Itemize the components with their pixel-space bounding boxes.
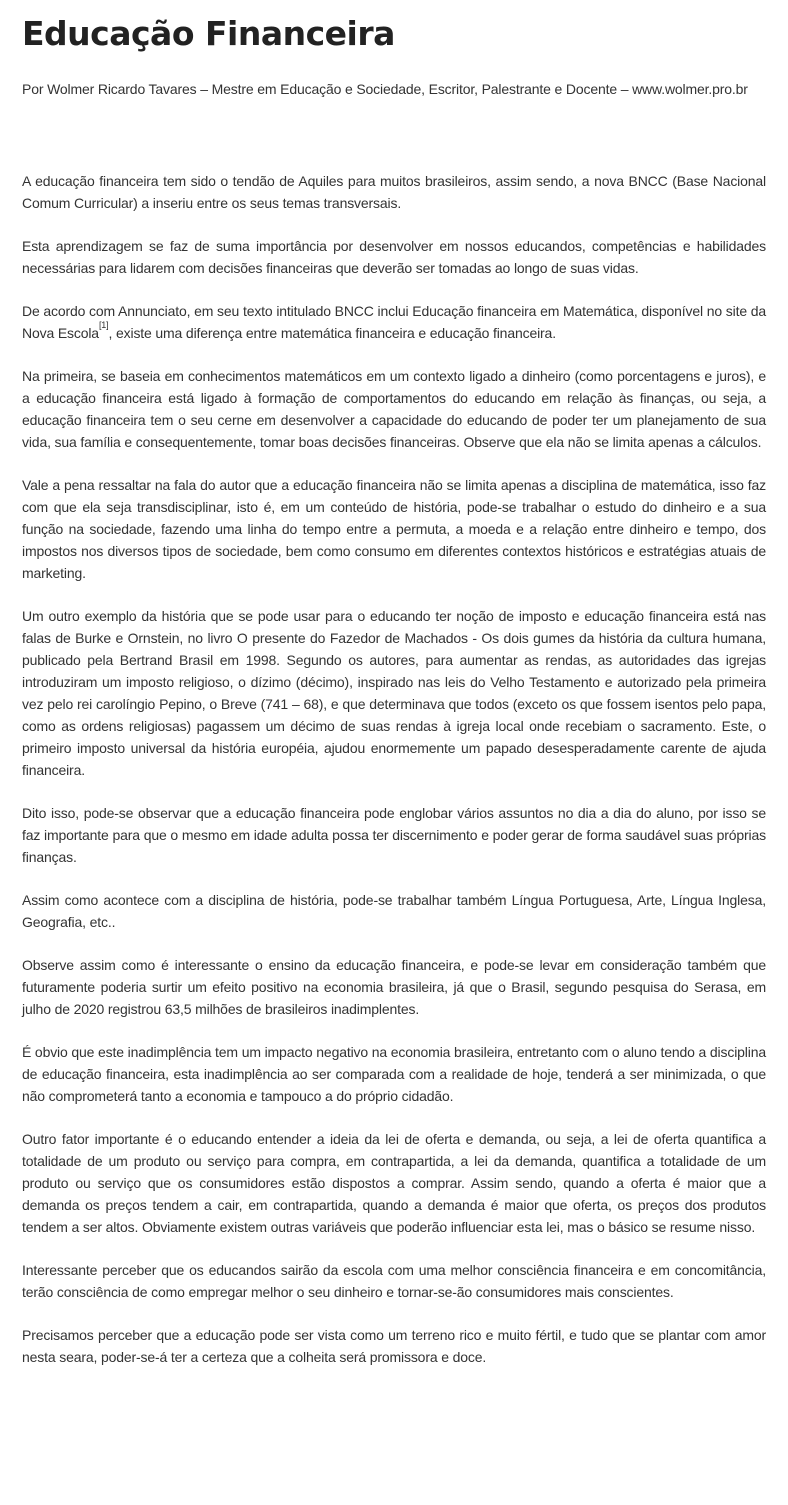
- paragraph: Esta aprendizagem se faz de suma importância por desenvolver em nossos educandos, competências e habilidades necessárias para lidarem com decisões financeiras que deverão ser tomadas ao longo de suas vidas.: [22, 238, 766, 276]
- paragraph-text: De acordo com Annunciato, em seu texto intitulado BNCC inclui Educação financeira em Matemática, disponível no site da Nova Escola: [22, 303, 766, 341]
- paragraph: Na primeira, se baseia em conhecimentos matemáticos em um contexto ligado a dinheiro (como porcentagens e juros), e a educação financeira está ligado à formação de comportamentos do educando em relação às finanças, ou seja, a educação financeira tem o seu cerne em desenvolver a capacidade do educando de poder ter um planejamento de sua vida, sua família e consequentemente, tomar boas decisões financeiras. Observe que ela não se limita apenas a cálculos.: [22, 368, 766, 450]
- paragraph: [22, 300, 766, 344]
- paragraph: Dito isso, pode-se observar que a educação financeira pode englobar vários assuntos no dia a dia do aluno, por isso se faz importante para que o mesmo em idade adulta possa ter discernimento e poder gerar de forma saudável suas próprias finanças.: [22, 805, 766, 865]
- paragraph: A educação financeira tem sido o tendão de Aquiles para muitos brasileiros, assim sendo, a nova BNCC (Base Nacional Comum Curricular) a inseriu entre os seus temas transversais.: [22, 173, 766, 211]
- paragraph: Precisamos perceber que a educação pode ser vista como um terreno rico e muito fértil, e tudo que se plantar com amor nesta seara, poder-se-á ter a certeza que a colheita será promissora e doce.: [22, 1327, 766, 1365]
- paragraph: Um outro exemplo da história que se pode usar para o educando ter noção de imposto e educação financeira está nas falas de Burke e Ornstein, no livro O presente do Fazedor de Machados - Os dois gumes da história da cultura humana, publicado pela Bertrand Brasil em 1998. Segundo os autores, para aumentar as rendas, as autoridades das igrejas introduziram um imposto religioso, o dízimo (décimo), inspirado nas leis do Velho Testamento e autorizado pela primeira vez pelo rei carolíngio Pepino, o Breve (741 – 68), e que determinava que todos (exceto os que fossem isentos pelo papa, como as ordens religiosas) pagassem um décimo de suas rendas à igreja local onde recebiam o sacramento. Este, o primeiro imposto universal da história européia, ajudou enormemente um papado desesperadamente carente de ajuda financeira.: [22, 608, 766, 778]
- paragraph: Vale a pena ressaltar na fala do autor que a educação financeira não se limita apenas a disciplina de matemática, isso faz com que ela seja transdisciplinar, isto é, em um conteúdo de história, pode-se trabalhar o estudo do dinheiro e a sua função na sociedade, fazendo uma linha do tempo entre a permuta, a moeda e a relação entre dinheiro e tempo, dos impostos nos diversos tipos de sociedade, bem como consumo em diferentes contextos históricos e estratégias atuais de marketing.: [22, 477, 766, 581]
- page-title: Educação Financeira: [22, 14, 395, 53]
- paragraph-text: , existe uma diferença entre matemática financeira e educação financeira.: [108, 325, 556, 341]
- paragraph: Interessante perceber que os educandos sairão da escola com uma melhor consciência financeira e em concomitância, terão consciência de como empregar melhor o seu dinheiro e tornar-se-ão consumidores mais conscientes.: [22, 1262, 766, 1300]
- footnote-link[interactable]: [1]: [98, 320, 109, 330]
- paragraph: Outro fator importante é o educando entender a ideia da lei de oferta e demanda, ou seja, a lei de oferta quantifica a totalidade de um produto ou serviço para compra, em contrapartida, a lei da demanda, quantifica a totalidade de um produto ou serviço que os consumidores estão dispostos a comprar. Assim sendo, quando a oferta é maior que a demanda os preços tendem a cair, em contrapartida, quando a demanda é maior que oferta, os preços dos produtos tendem a ser altos. Obviamente existem outras variáveis que poderão influenciar esta lei, mas o básico se resume nisso.: [22, 1131, 766, 1235]
- paragraph: Assim como acontece com a disciplina de história, pode-se trabalhar também Língua Portuguesa, Arte, Língua Inglesa, Geografia, etc..: [22, 892, 766, 930]
- paragraph: Observe assim como é interessante o ensino da educação financeira, e pode-se levar em consideração também que futuramente poderia surtir um efeito positivo na economia brasileira, já que o Brasil, segundo pesquisa do Serasa, em julho de 2020 registrou 63,5 milhões de brasileiros inadimplentes.: [22, 957, 766, 1017]
- author-byline: Por Wolmer Ricardo Tavares – Mestre em Educação e Sociedade, Escritor, Palestrante e Docente – www.wolmer.pro.br: [22, 81, 748, 97]
- paragraph: É obvio que este inadimplência tem um impacto negativo na economia brasileira, entretanto com o aluno tendo a disciplina de educação financeira, esta inadimplência ao ser comparada com a realidade de hoje, tenderá a ser minimizada, o que não comprometerá tanto a economia e tampouco a do próprio cidadão.: [22, 1044, 766, 1104]
